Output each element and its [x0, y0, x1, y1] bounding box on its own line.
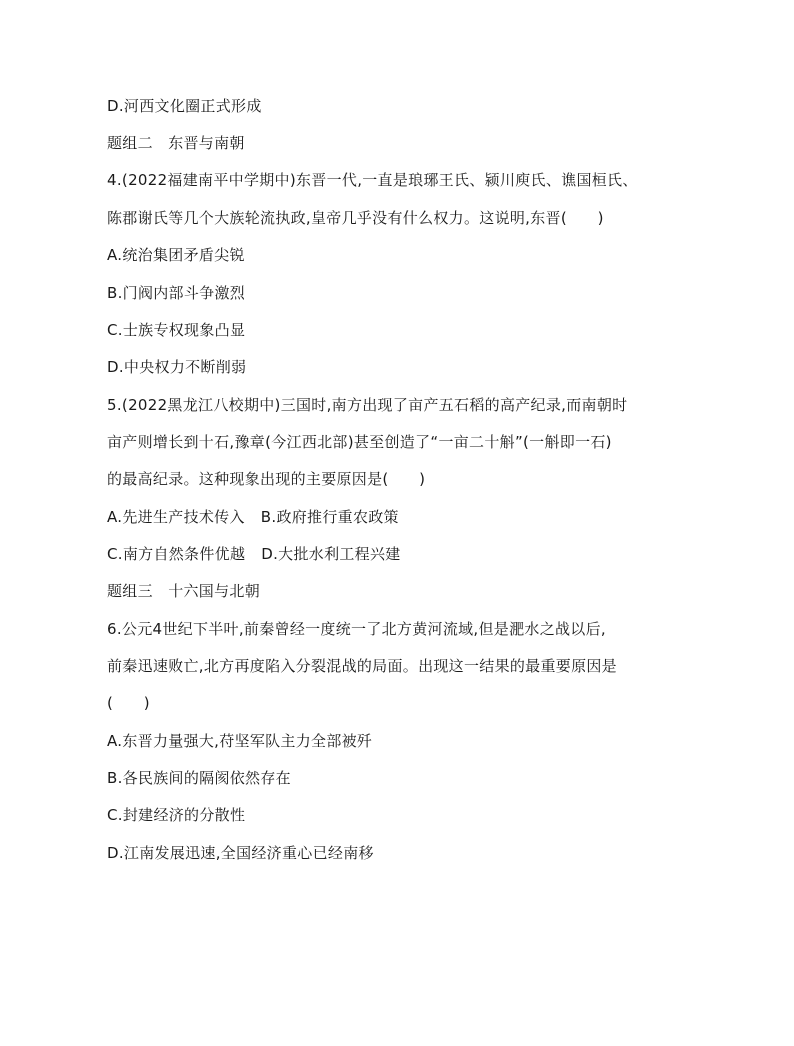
q5-option-d: D.大批水利工程兴建 — [261, 545, 401, 563]
q5-option-b: B.政府推行重农政策 — [260, 508, 399, 526]
q5-option-a: A.先进生产技术传入 — [107, 508, 245, 526]
q4-stem-line1: 4.(2022福建南平中学期中)东晋一代,一直是琅琊王氏、颍川庾氏、谯国桓氏、 — [107, 171, 638, 189]
q6-option-c: C.封建经济的分散性 — [107, 806, 246, 824]
q4-option-d: D.中央权力不断削弱 — [107, 358, 247, 376]
q5-stem-line1: 5.(2022黑龙江八校期中)三国时,南方出现了亩产五石稻的高产纪录,而南朝时 — [107, 396, 628, 414]
q6-stem-line1: 6.公元4世纪下半叶,前秦曾经一度统一了北方黄河流域,但是淝水之战以后, — [107, 620, 606, 638]
q5-stem-line2: 亩产则增长到十石,豫章(今江西北部)甚至创造了“一亩二十斛”(一斛即一石) — [107, 433, 612, 451]
section-heading-group3: 题组三 十六国与北朝 — [107, 582, 261, 600]
q6-option-b: B.各民族间的隔阂依然存在 — [107, 769, 291, 787]
q6-stem-line3: ( ) — [107, 694, 150, 712]
q5-stem-line3: 的最高纪录。这种现象出现的主要原因是( ) — [107, 470, 426, 488]
q5-options-row2 — [107, 544, 401, 564]
q5-option-c: C.南方自然条件优越 — [107, 545, 246, 563]
q6-option-a: A.东晋力量强大,苻坚军队主力全部被歼 — [107, 732, 373, 750]
q6-stem-line2: 前秦迅速败亡,北方再度陷入分裂混战的局面。出现这一结果的最重要原因是 — [107, 657, 617, 675]
q5-options-row1 — [107, 507, 399, 527]
section-heading-group2: 题组二 东晋与南朝 — [107, 134, 245, 152]
q4-option-b: B.门阀内部斗争激烈 — [107, 284, 246, 302]
q6-option-d: D.江南发展迅速,全国经济重心已经南移 — [107, 844, 374, 862]
q3-option-d: D.河西文化圈正式形成 — [107, 97, 262, 115]
q4-option-a: A.统治集团矛盾尖锐 — [107, 246, 245, 264]
q4-stem-line2: 陈郡谢氏等几个大族轮流执政,皇帝几乎没有什么权力。这说明,东晋( ) — [107, 209, 604, 227]
q4-option-c: C.士族专权现象凸显 — [107, 321, 246, 339]
